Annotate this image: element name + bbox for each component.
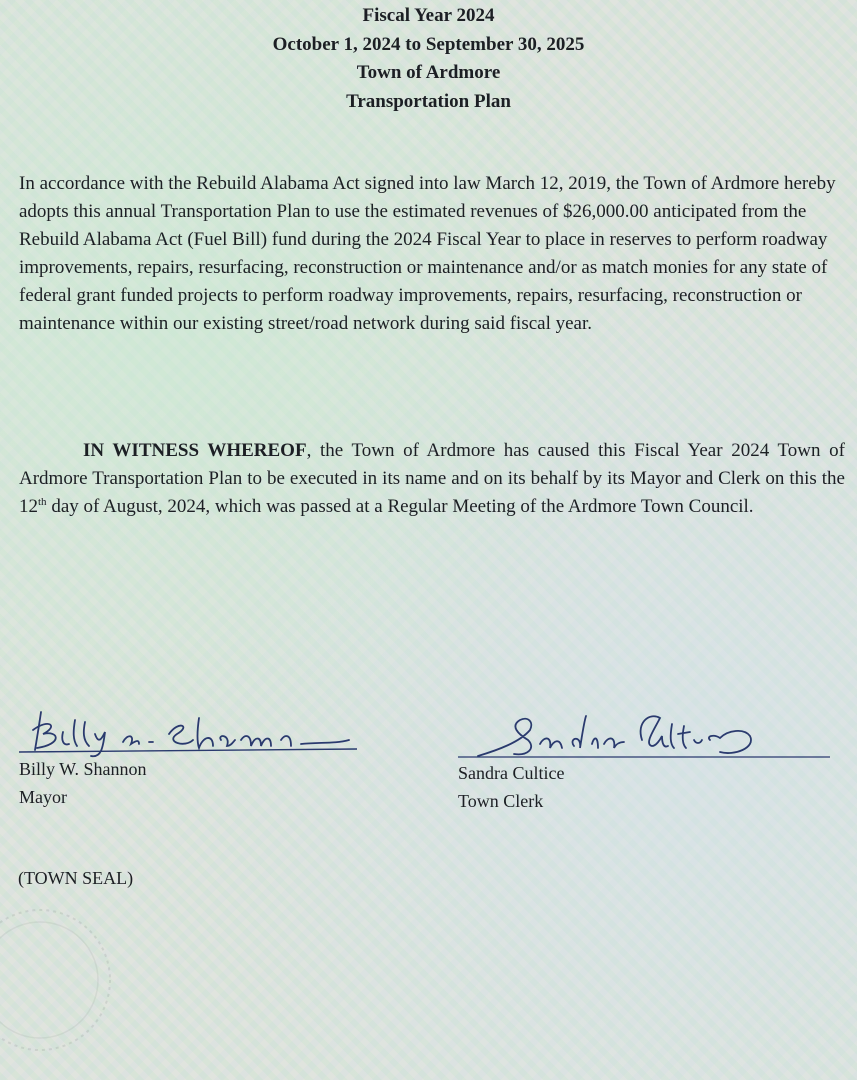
witness-paragraph (19, 437, 845, 521)
fiscal-year-heading: Fiscal Year 2024 (362, 5, 495, 26)
town-heading: Town of Ardmore (356, 62, 501, 83)
witness-lead: IN WITNESS WHEREOF (83, 440, 307, 461)
document-header (0, 2, 857, 116)
mayor-signature (19, 700, 359, 760)
town-seal-label: (TOWN SEAL) (18, 868, 134, 888)
mayor-name: Billy W. Shannon (19, 759, 147, 779)
svg-text:Billy W. Shannon: Billy W. Shannon (19, 700, 27, 701)
clerk-title: Town Clerk (458, 791, 544, 811)
mayor-title: Mayor (19, 787, 67, 807)
plan-title-heading: Transportation Plan (346, 90, 511, 112)
svg-text:Sandra Cultice: Sandra Cultice (458, 700, 464, 701)
ordinal-suffix: th (38, 496, 47, 508)
clerk-signature (458, 700, 833, 764)
witness-text-b: day of August, 2024, which was passed at a Regular Meeting of the Ardmore Town Council. (46, 496, 754, 517)
adoption-paragraph: In accordance with the Rebuild Alabama Act signed into law March 12, 2019, the Town of Ardmore hereby adopts this annual Transportation Plan to use the estimated revenues of $26,000.00 anticipated from the Rebuild Alabama Act (Fuel Bill) fund during the 2024 Fiscal Year to place in reserves to perform roadway improvements, repairs, resurfacing, reconstruction or maintenance and/or as match monies for any state of federal grant funded projects to perform roadway improvements, repairs, resurfacing, reconstruction or maintenance within our existing street/road network during said fiscal year. (19, 173, 836, 334)
witness-text-a: , the Town of Ardmore has caused this Fiscal Year 2024 Town of Ardmore Transportation Plan to be executed in its name and on its behalf by its Mayor and Clerk on this the 12 (19, 440, 845, 517)
embossed-seal-mark (0, 905, 140, 1055)
date-range-heading: October 1, 2024 to September 30, 2025 (272, 33, 585, 55)
clerk-name: Sandra Cultice (458, 763, 565, 783)
